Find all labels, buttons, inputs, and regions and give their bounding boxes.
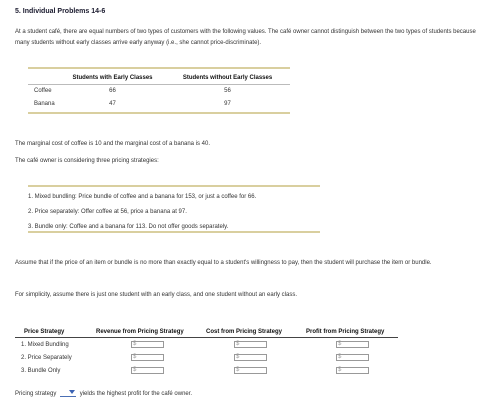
conclusion-prefix: Pricing strategy (15, 391, 57, 397)
early-value: 47 (109, 100, 116, 107)
profit-table (15, 327, 398, 377)
simplicity-text: For simplicity, assume there is just one student with an early class, and one student without an early class. (15, 292, 298, 298)
strategy-item: 2. Price separately: Offer coffee at 56, price a banana at 97. (28, 209, 187, 215)
table-row (15, 351, 398, 364)
strategy-item: 1. Mixed bundling: Price bundle of coffee and a banana for 153, or just a coffee for 66. (28, 194, 257, 200)
values-header-no-early: Students without Early Classes (182, 74, 273, 81)
currency-symbol: $ (338, 353, 342, 360)
strategy-label: 3. Bundle Only (21, 367, 61, 374)
values-header-early: Students with Early Classes (72, 74, 153, 81)
intro-paragraph: At a student café, there are equal numbers of two types of customers with the following values. The café owner cannot distinguish between the two types of students because many students without early classes arrive early anyway (i.e., she cannot price-discriminate). (15, 29, 476, 46)
currency-symbol: $ (338, 340, 342, 347)
values-table (28, 71, 290, 110)
conclusion-suffix: yields the highest profit for the café owner. (79, 391, 193, 397)
profit-table-header (15, 327, 398, 338)
cost-input-mixed-bundling[interactable] (234, 341, 267, 348)
dropdown-arrow-icon (69, 390, 75, 394)
header-revenue: Revenue from Pricing Strategy (96, 329, 184, 335)
currency-symbol: $ (236, 353, 240, 360)
row-item-label: Banana (34, 100, 55, 107)
currency-symbol: $ (133, 340, 137, 347)
profit-input-price-separately[interactable] (336, 354, 369, 361)
strategy-item: 3. Bundle only: Coffee and a banana for 113. Do not offer goods separately. (28, 224, 229, 230)
assume-text: Assume that if the price of an item or bundle is no more than exactly equal to a student's willingness to pay, then the student will purchase the item or bundle. (15, 260, 432, 266)
currency-symbol: $ (338, 366, 342, 373)
cost-input-price-separately[interactable] (234, 354, 267, 361)
no-early-value: 56 (224, 87, 231, 94)
strategies-bottom-rule (28, 231, 320, 233)
currency-symbol: $ (133, 353, 137, 360)
currency-symbol: $ (236, 366, 240, 373)
considering-text: The café owner is considering three pricing strategies: (15, 158, 159, 164)
currency-symbol: $ (236, 340, 240, 347)
revenue-input-mixed-bundling[interactable] (131, 341, 164, 348)
strategy-label: 2. Price Separately (21, 354, 72, 361)
table-row (15, 364, 398, 377)
values-table-header (28, 71, 290, 84)
header-cost: Cost from Pricing Strategy (206, 329, 283, 335)
table-row (28, 84, 290, 97)
strategies-top-rule (28, 185, 320, 187)
no-early-value: 97 (224, 100, 231, 107)
table-bottom-rule (28, 112, 290, 114)
revenue-input-price-separately[interactable] (131, 354, 164, 361)
problem-title: 5. Individual Problems 14-6 (15, 8, 106, 15)
strategy-dropdown[interactable] (60, 389, 76, 397)
header-price-strategy: Price Strategy (24, 329, 65, 335)
early-value: 66 (109, 87, 116, 94)
currency-symbol: $ (133, 366, 137, 373)
row-item-label: Coffee (34, 87, 52, 94)
marginal-cost-text: The marginal cost of coffee is 10 and the marginal cost of a banana is 40. (15, 141, 211, 147)
table-row (28, 97, 290, 110)
values-header-blank (28, 71, 60, 84)
conclusion-sentence (15, 389, 192, 400)
table-top-rule (28, 67, 290, 69)
header-profit: Profit from Pricing Strategy (306, 329, 385, 335)
revenue-input-bundle-only[interactable] (131, 367, 164, 374)
cost-input-bundle-only[interactable] (234, 367, 267, 374)
table-row (15, 338, 398, 352)
header-divider (28, 84, 290, 85)
profit-input-mixed-bundling[interactable] (336, 341, 369, 348)
strategy-label: 1. Mixed Bundling (21, 341, 69, 348)
profit-input-bundle-only[interactable] (336, 367, 369, 374)
